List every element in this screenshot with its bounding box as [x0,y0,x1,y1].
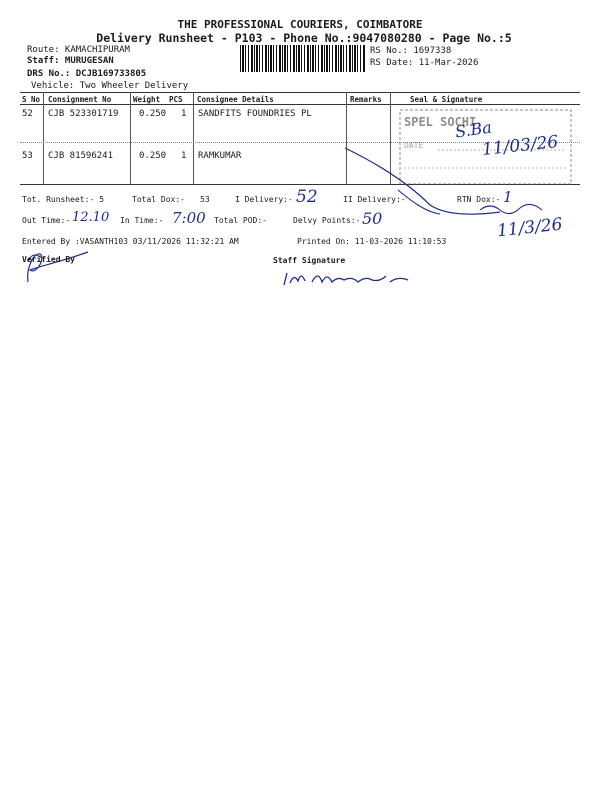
svg-text:SPEL SOCHI: SPEL SOCHI [404,115,477,129]
receiver-signature: S.Ba [453,117,493,142]
receipt-date-handwritten: 11/03/26 [481,132,560,160]
company-title: THE PROFESSIONAL COURIERS, COIMBATORE [177,18,423,31]
rs-date: RS Date: 11-Mar-2026 [370,58,479,68]
tot-runsheet: Tot. Runsheet:- 5 [22,195,104,204]
row-consignment: CJB 523301719 [48,109,119,119]
vehicle-label: Vehicle: Two Wheeler Delivery [31,81,189,91]
row-sno: 53 [22,151,33,161]
row-pcs: 1 [181,151,187,161]
out-time-label: Out Time:- [22,216,71,225]
col-header-consignee: Consignee Details [197,95,274,104]
handwritten-date-right: 11/3/26 [496,214,564,242]
drs-number: DRS No.: DCJB169733805 [27,69,147,79]
verified-by-label: Verified By [22,255,75,264]
i-delivery-handwritten: 52 [296,187,318,207]
in-time-handwritten: 7:00 [172,209,206,227]
row-consignee: SANDFITS FOUNDRIES PL [198,109,312,119]
entered-by: Entered By :VASANTH103 03/11/2026 11:32:21 AM [22,237,239,246]
rtn-dox-handwritten: 1 [503,188,513,206]
runsheet-subtitle: Delivery Runsheet - P103 - Phone No.:9047080280 - Page No.:5 [96,31,512,45]
i-delivery-label: I Delivery:- [235,195,293,204]
col-header-weight: Weight [133,95,161,104]
row-pcs: 1 [181,109,187,119]
col-header-consignment: Consignment No [48,95,112,104]
delvy-points-label: Delvy Points:- [293,216,361,225]
staff-label: Staff: MURUGESAN [27,56,114,66]
row-sno: 52 [22,109,33,119]
row-weight: 0.250 [139,151,167,161]
rtn-dox-label: RTN Dox:- [457,195,501,204]
col-header-remarks: Remarks [350,95,382,104]
delvy-points-handwritten: 50 [362,209,383,228]
out-time-handwritten: 12.10 [72,210,110,225]
col-header-pcs: PCS [169,95,183,104]
row-consignee: RAMKUMAR [198,151,242,161]
row-consignment: CJB 81596241 [48,151,114,161]
ii-delivery-label: II Delivery:- [343,195,406,204]
printed-on: Printed On: 11-03-2026 11:10:53 [297,237,447,246]
rs-number: RS No.: 1697338 [370,46,452,56]
total-dox-label: Total Dox:- [132,195,185,204]
route-label: Route: KAMACHIPURAM [27,45,130,55]
total-pod-label: Total POD:- [214,216,267,225]
col-header-sno: S No [22,95,41,104]
staff-signature-label: Staff Signature [273,256,346,265]
total-dox-value: 53 [200,195,210,204]
in-time-label: In Time:- [120,216,164,225]
row-weight: 0.250 [139,109,167,119]
svg-text:DATE: DATE [404,141,424,150]
col-header-seal: Seal & Signature [410,95,483,104]
